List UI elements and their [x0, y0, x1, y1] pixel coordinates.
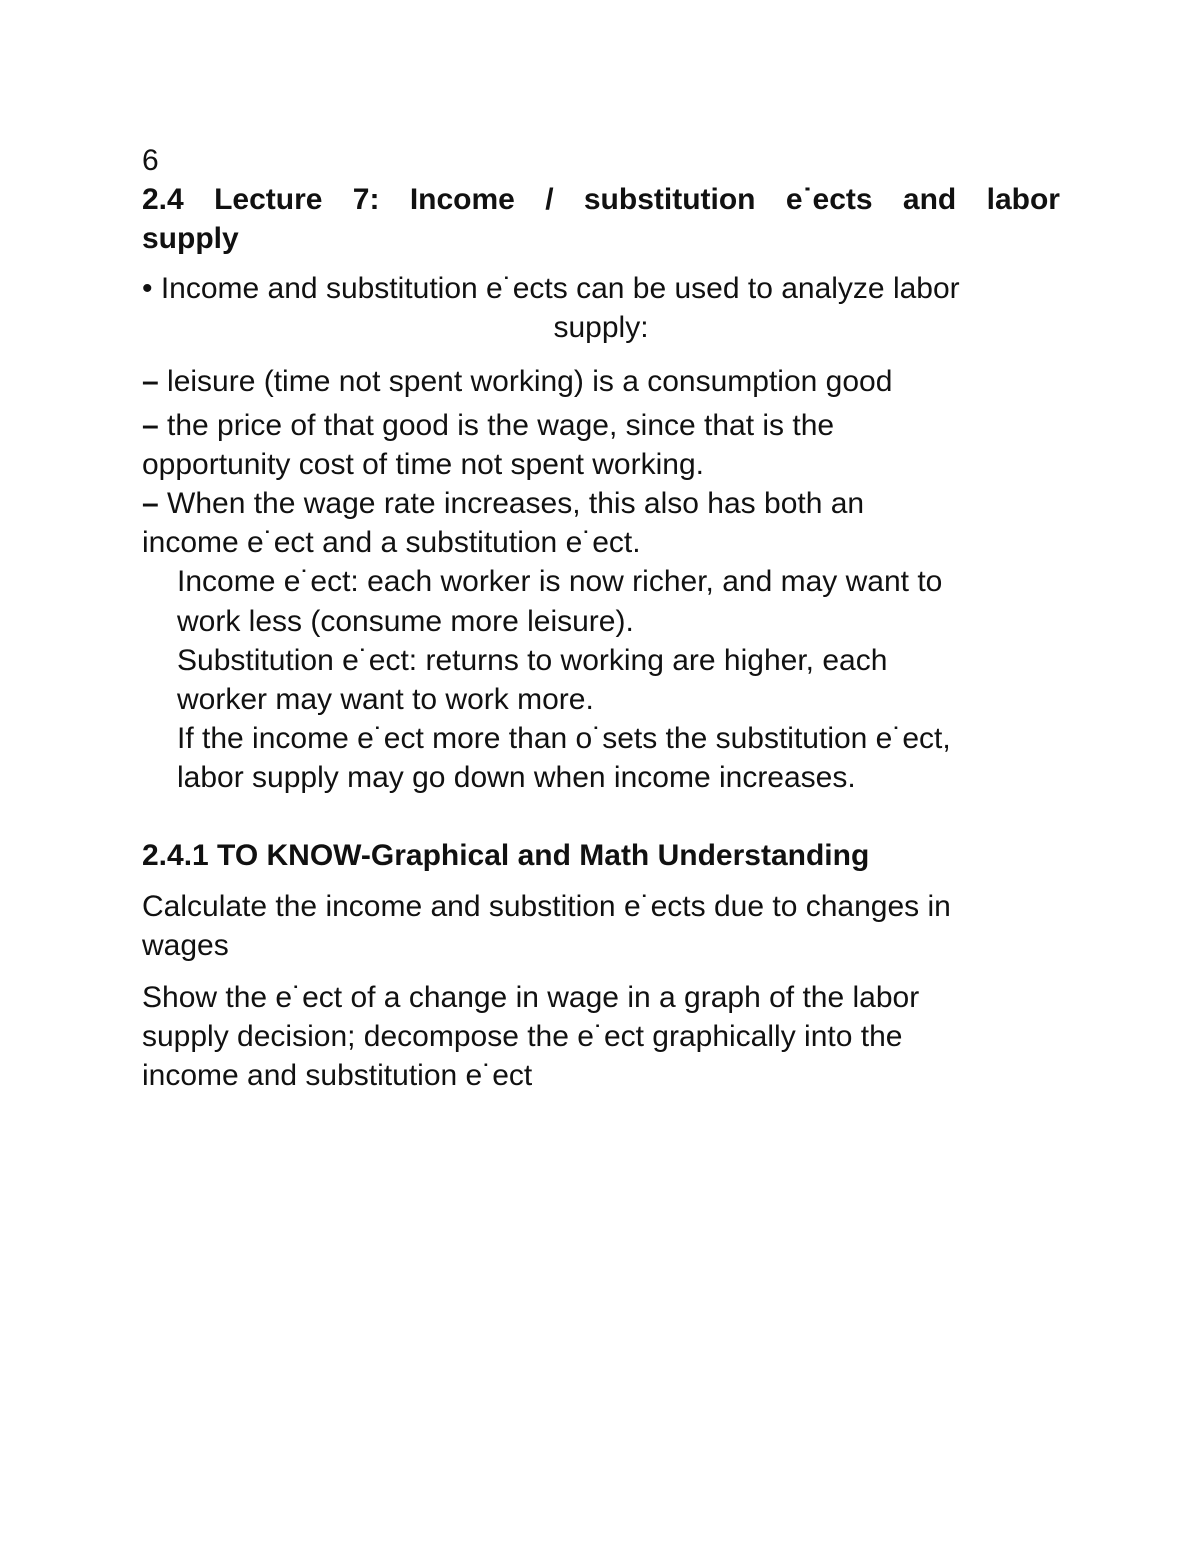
- paragraph-line: income and substitution e˙ect: [142, 1059, 533, 1092]
- dash-item-text: the price of that good is the wage, since that is the: [158, 409, 835, 442]
- dash-marker: –: [142, 409, 159, 442]
- dash-item-text: leisure (time not spent working) is a consumption good: [158, 365, 893, 398]
- section-title-word: and: [902, 183, 957, 216]
- dash-item-continuation: income e˙ect and a substitution e˙ect.: [142, 526, 641, 559]
- section-title-word: Lecture: [214, 183, 323, 216]
- bullet-line2: supply:: [553, 311, 649, 344]
- dash-item: [142, 364, 892, 400]
- bullet-line1: • Income and substitution e˙ects can be used to analyze labor: [142, 272, 960, 305]
- section-title-word: 7:: [352, 183, 380, 216]
- sub-item-line: work less (consume more leisure).: [177, 605, 634, 638]
- section-title-line1: [142, 182, 1060, 218]
- sub-item-line: worker may want to work more.: [177, 683, 594, 716]
- dash-item: [142, 408, 834, 444]
- dash-item-text: When the wage rate increases, this also has both an: [158, 487, 865, 520]
- section-title-word: labor: [986, 183, 1060, 216]
- paragraph-line: Calculate the income and substition e˙ects due to changes in: [142, 890, 951, 923]
- dash-item: [142, 486, 864, 522]
- section-title-line2: supply: [142, 222, 239, 255]
- page-number: 6: [142, 144, 159, 177]
- section-title-word: Income: [409, 183, 515, 216]
- section-title-word: e˙ects: [785, 183, 873, 216]
- section-title-word: /: [545, 183, 554, 216]
- dash-marker: –: [142, 487, 159, 520]
- subsection-title: 2.4.1 TO KNOW-Graphical and Math Understanding: [142, 839, 870, 872]
- sub-item-line: Income e˙ect: each worker is now richer, and may want to: [177, 565, 943, 598]
- sub-item-line: Substitution e˙ect: returns to working are higher, each: [177, 644, 888, 677]
- paragraph-line: supply decision; decompose the e˙ect graphically into the: [142, 1020, 903, 1053]
- paragraph-line: wages: [142, 929, 229, 962]
- dash-marker: –: [142, 365, 159, 398]
- paragraph-line: Show the e˙ect of a change in wage in a graph of the labor: [142, 981, 920, 1014]
- section-title-word: substitution: [583, 183, 756, 216]
- dash-item-continuation: opportunity cost of time not spent working.: [142, 448, 704, 481]
- sub-item-line: labor supply may go down when income increases.: [177, 761, 856, 794]
- section-title-word: 2.4: [142, 183, 184, 216]
- sub-item-line: If the income e˙ect more than o˙sets the substitution e˙ect,: [177, 722, 951, 755]
